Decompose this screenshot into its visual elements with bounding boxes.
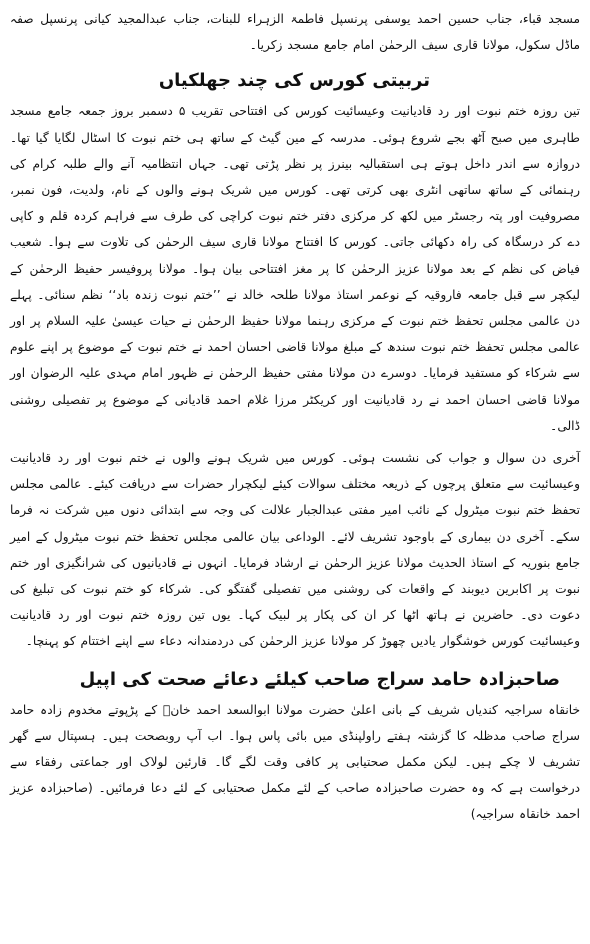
section-heading-course-highlights: تربیتی کورس کی چند جھلکیاں	[158, 70, 430, 92]
appeal-paragraph	[10, 697, 580, 828]
course-paragraph-1: تین روزہ ختم نبوت اور رد قادیانیت وعیسائیت کورس کی افتتاحی تقریب ۵ دسمبر بروز جمعہ جامع مسجد طاہری میں صبح آٹھ بجے شروع ہوئی۔ مدرسہ کے مین گیٹ کے ساتھ ہی ختم نبوت کا اسٹال لگایا گیا تھا۔ دروازہ سے اندر داخل ہوتے ہی استقبالیہ بینرز پر نظر پڑتی تھی۔ جہاں انتظامیہ آنے والے طلبہ کرام کی رہنمائی کے ساتھ ساتھی انٹری بھی کرتی تھی۔ کورس میں شریک ہونے والوں کے نام، ولدیت، فون نمبر، مصروفیت اور پتہ رجسٹر میں لکھ کر مرکزی دفتر ختم نبوت کراچی کی طرف سے فراہم کردہ قلم و کاپی دے کر درسگاہ کی راہ دکھائی جاتی۔ کورس کا افتتاح مولانا قاری سیف الرحمٰن کی تلاوت سے ہوا۔ شعیب فیاض کی نظم کے بعد مولانا عزیز الرحمٰن کا پر مغز افتتاحی بیان ہوا۔ مولانا پروفیسر حفیظ الرحمٰن کے لیکچر سے قبل جامعہ فاروقیہ کے نوعمر استاذ مولانا طلحہ خالد نے ’’ختم نبوت زندہ باد‘‘ نظم سنائی۔ پہلے دن عالمی مجلس تحفظ ختم نبوت کے مرکزی رہنما مولانا حفیظ الرحمٰن نے حیات عیسیٰ علیہ السلام پر اور عالمی مجلس تحفظ ختم نبوت سندھ کے مبلغ مولانا قاضی احسان احمد نے ختم نبوت کے موضوع پر اپنے علوم سے شرکاء کو مستفید فرمایا۔ دوسرے دن مولانا مفتی حفیظ الرحمٰن نے ظہور امام مہدی علیہ الرضوان اور مولانا قاضی احسان احمد نے رد قادیانیت اور کریکٹر مرزا غلام احمد قادیانی کے موضوع پر تفصیلی روشنی ڈالی۔	[10, 104, 580, 433]
course-paragraph-2: آخری دن سوال و جواب کی نشست ہوئی۔ کورس میں شریک ہونے والوں نے ختم نبوت اور رد قادیانیت وعیسائیت سے متعلق پرچوں کے ذریعہ مختلف سوالات کیئے لیکچرار حضرات سے دریافت کیئے۔ عالمی مجلس تحفظ ختم نبوت میٹرول کے نائب امیر مفتی عبدالجبار علالت کی وجہ سے ابتدائی دنوں میں شرکت نہ فرما سکے۔ آخری دن بیماری کے باوجود تشریف لائے۔ الوداعی بیان عالمی مجلس تحفظ ختم نبوت میٹرول کے امیر جامع بنوریہ کے استاذ الحدیث مولانا عزیز الرحمٰن نے ارشاد فرمایا۔ انہوں نے قادیانیوں کی شرانگیزی اور ختم نبوت پر اکابرین دیوبند کے واقعات کی روشنی میں تفصیلی گفتگو کی۔ شرکاء کو ختم نبوت کی تبلیغ کی دعوت دی۔ حاضرین نے ہاتھ اٹھا کر ان کی پکار پر لبیک کہا۔ یوں تین روزہ ختم نبوت اور رد قادیانیت وعیسائیت کورس خوشگوار یادیں چھوڑ کر مولانا عزیز الرحمٰن کی دردمندانہ دعاء سے اپنے اختتام کو پہنچا۔	[10, 451, 580, 649]
signature: (صاحبزادہ عزیز احمد خانقاہ سراجیہ)	[10, 781, 580, 822]
appeal-text: خانقاہ سراجیہ کندیاں شریف کے بانی اعلیٰ حضرت مولانا ابوالسعد احمد خانؒ کے پڑپوتے مخدوم زادہ حامد سراج صاحب مدظلہ کا گزشتہ ہفتے راولپنڈی میں بائی پاس ہوا۔ اب آپ روبصحت ہیں۔ ہسپتال سے گھر تشریف لا چکے ہیں۔ لیکن مکمل صحتیابی پر کافی وقت لگے گا۔ قارئین لولاک اور جماعتی رفقاء سے درخواست ہے کہ وہ حضرت صاحبزادہ صاحب کے لئے مکمل صحتیابی کے لئے دعا فرمائیں۔	[10, 702, 581, 796]
intro-paragraph: مسجد قباء، جناب حسین احمد یوسفی پرنسپل فاطمۃ الزہراء للبنات، جناب عبدالمجید کیانی پرنسپل صفہ ماڈل سکول، مولانا قاری سیف الرحمٰن امام جامع مسجد زکریا۔	[10, 12, 580, 53]
section-heading-health-appeal: صاحبزادہ حامد سراج صاحب کیلئے دعائے صحت کی اپیل	[79, 668, 560, 690]
